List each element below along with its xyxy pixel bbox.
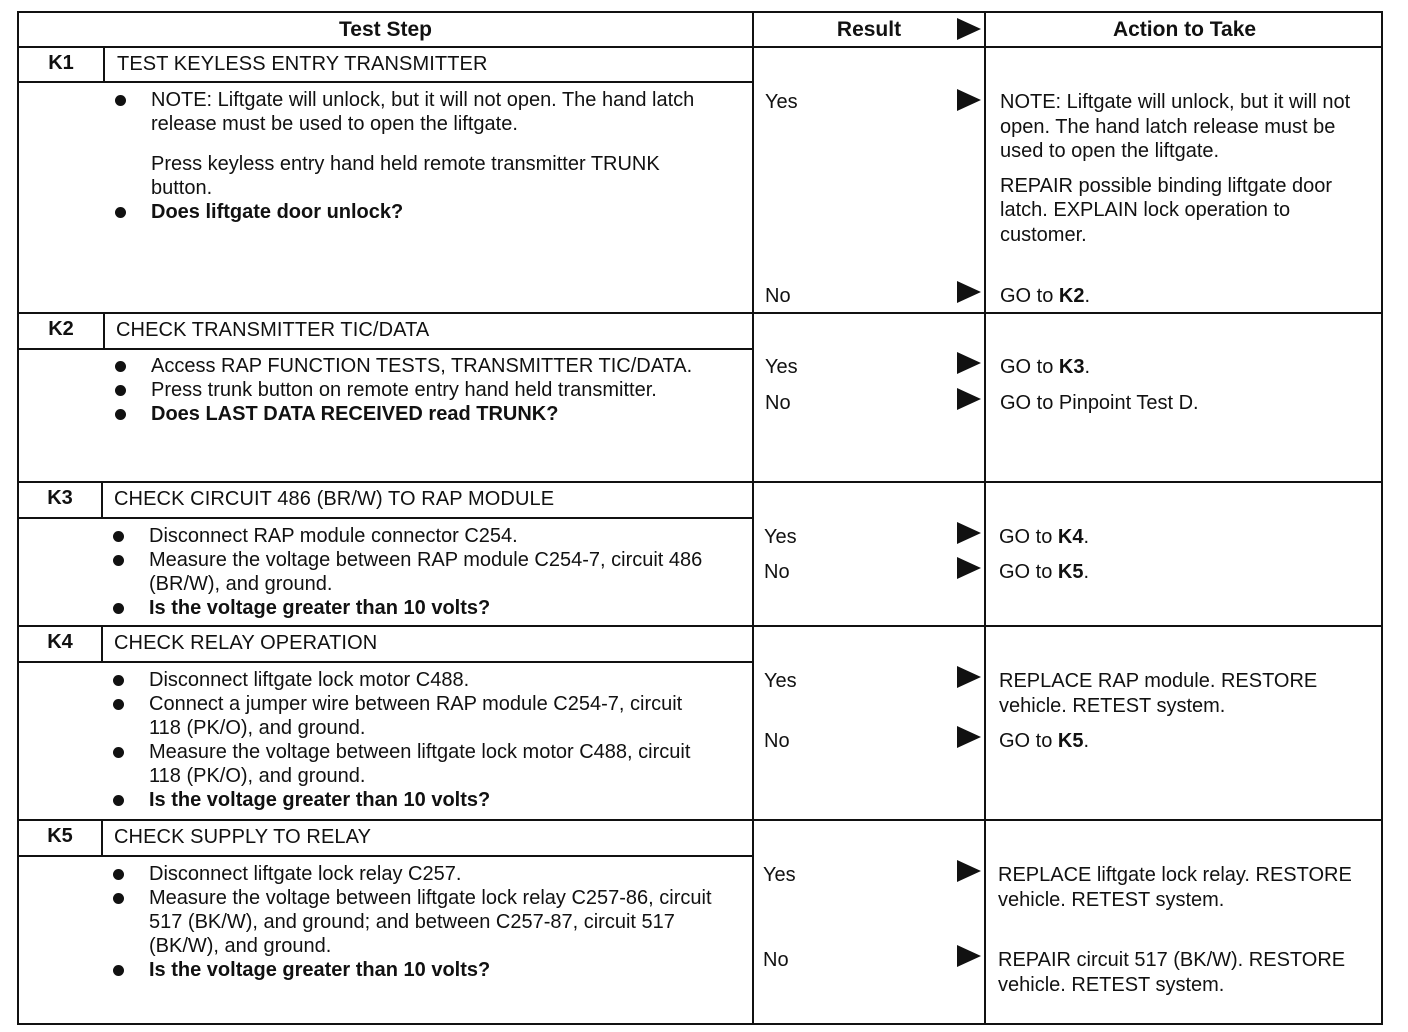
bullet-dot-icon [113,869,124,880]
bullet-dot-icon [113,531,124,542]
action-k4-yes: REPLACE RAP module. RESTORE vehicle. RETEST system. [999,670,1318,717]
action-text: . [1083,526,1090,548]
step-k2-question-item [115,402,695,426]
step-k4-bullet [113,740,713,788]
result-k5-no: No [763,949,789,971]
bullet-dot-icon [115,385,126,396]
step-k1-question-item [115,200,695,224]
result-k1-no-arrow-icon [957,281,981,303]
action-k1-yes-repair: REPAIR possible binding liftgate door latch. EXPLAIN lock operation to customer. [1000,174,1333,246]
step-title-k4: CHECK RELAY OPERATION [114,632,378,654]
goto-step-link[interactable]: K4 [1057,526,1084,548]
result-k5-yes-arrow-icon [957,860,981,882]
result-k3-no-arrow-icon [957,557,981,579]
goto-step-link[interactable]: K5 [1057,561,1084,583]
step-k5-question-item [113,958,733,982]
step-k1-note: NOTE: Liftgate will unlock, but it will not open. The hand latch release must be used to open the liftgate. [151,89,695,135]
goto-step-link[interactable]: K5 [1057,730,1084,752]
action-k4-no [999,729,1374,754]
spacer [1000,164,1375,174]
action-k1-no [1000,284,1375,309]
result-k3-no: No [764,561,790,583]
bullet-text: Disconnect liftgate lock motor C488. [149,669,470,691]
step-title-divider [19,348,752,350]
step-k5-bullet [113,886,733,958]
result-k5-yes: Yes [763,864,796,886]
action-k2-yes [1000,355,1375,380]
result-k4-no: No [764,730,790,752]
action-k3-yes [999,525,1374,550]
result-k2-no: No [765,392,791,414]
header-result-arrow-icon [957,18,981,40]
result-k1-no: No [765,285,791,307]
bullet-text: Disconnect RAP module connector C254. [149,525,518,547]
step-id-divider [101,821,103,855]
step-k3-question: Is the voltage greater than 10 volts? [149,597,491,619]
action-text: . [1083,730,1090,752]
step-k3-bullet [113,524,713,548]
step-id-k3: K3 [47,487,73,509]
result-k2-no-arrow-icon [957,388,981,410]
step-title-k5: CHECK SUPPLY TO RELAY [114,826,372,848]
step-k1-note-item [115,88,695,200]
header-divider [19,46,1383,48]
bullet-dot-icon [115,95,126,106]
step-k4-question-item [113,788,713,812]
step-title-k2: CHECK TRANSMITTER TIC/DATA [116,319,430,341]
result-k2-yes: Yes [765,356,798,378]
step-k1-question: Does liftgate door unlock? [151,201,404,223]
step-id-divider [101,627,103,661]
step-id-k5: K5 [47,825,73,847]
action-k1-yes [1000,90,1375,247]
bullet-dot-icon [113,747,124,758]
step-k3-question-item [113,596,713,620]
step-k3-bullet [113,548,713,596]
bullet-dot-icon [113,555,124,566]
step-title-k3: CHECK CIRCUIT 486 (BR/W) TO RAP MODULE [114,488,555,510]
step-k4-bullet [113,668,713,692]
goto-step-link[interactable]: K3 [1058,356,1085,378]
step-k5-question: Is the voltage greater than 10 volts? [149,959,491,981]
action-text: GO to [1000,356,1059,378]
action-k5-yes: REPLACE liftgate lock relay. RESTORE vehicle. RETEST system. [998,864,1352,911]
result-k3-yes: Yes [764,526,797,548]
bullet-text: Measure the voltage between liftgate lock relay C257-86, circuit 517 (BK/W), and ground; and between C257-87, circuit 517 (BK/W), and ground. [149,887,712,957]
bullet-dot-icon [113,675,124,686]
bullet-text: Measure the voltage between liftgate lock motor C488, circuit 118 (PK/O), and ground. [149,741,691,787]
step-id-k1: K1 [48,52,74,74]
header-test-step: Test Step [339,18,432,41]
header-result: Result [836,18,902,41]
bullet-dot-icon [115,361,126,372]
step-title-divider [19,855,752,857]
step-id-divider [101,483,103,517]
bullet-text: Connect a jumper wire between RAP module C254-7, circuit 118 (PK/O), and ground. [149,693,683,739]
step-title-divider [19,81,752,83]
action-text: GO to [999,526,1058,548]
action-text: GO to [999,730,1058,752]
result-k1-yes: Yes [765,91,798,113]
result-k4-yes-arrow-icon [957,666,981,688]
bullet-dot-icon [115,207,126,218]
result-k3-yes-arrow-icon [957,522,981,544]
step-k1-instruction: Press keyless entry hand held remote transmitter TRUNK button. [151,153,660,199]
step-id-divider [103,48,105,81]
bullet-text: Measure the voltage between RAP module C254-7, circuit 486 (BR/W), and ground. [149,549,703,595]
bullet-dot-icon [115,409,126,420]
row-divider [19,481,1383,483]
result-k4-yes: Yes [764,670,797,692]
step-k1-bullets [115,88,695,224]
row-divider [19,819,1383,821]
diagnostic-table [17,11,1383,1025]
row-divider [19,625,1383,627]
step-title-k1: TEST KEYLESS ENTRY TRANSMITTER [117,53,488,75]
action-text: . [1083,561,1090,583]
action-text: GO to [999,561,1058,583]
action-k3-no [999,560,1374,585]
step-k4-bullets [113,668,713,812]
step-title-divider [19,661,752,663]
action-text: . [1084,356,1091,378]
step-k5-bullets [113,862,733,982]
step-k2-bullet [115,378,695,402]
goto-step-link[interactable]: K2 [1058,285,1085,307]
step-k3-bullets [113,524,713,620]
bullet-text: Disconnect liftgate lock relay C257. [149,863,462,885]
step-title-divider [19,517,752,519]
step-k4-bullet [113,692,713,740]
bullet-dot-icon [113,699,124,710]
row-divider [19,312,1383,314]
step-id-k4: K4 [47,631,73,653]
step-k2-bullets [115,354,695,426]
column-divider-action [984,13,986,1025]
step-k2-question: Does LAST DATA RECEIVED read TRUNK? [151,403,559,425]
action-k2-no: GO to Pinpoint Test D. [1000,392,1199,414]
result-k1-yes-arrow-icon [957,89,981,111]
result-k4-no-arrow-icon [957,726,981,748]
column-divider-result [752,13,754,1025]
result-k2-yes-arrow-icon [957,352,981,374]
bullet-dot-icon [113,603,124,614]
header-action: Action to Take [1112,18,1257,41]
bullet-dot-icon [113,795,124,806]
step-id-divider [103,314,105,348]
result-k5-no-arrow-icon [957,945,981,967]
step-id-k2: K2 [48,318,74,340]
step-k4-question: Is the voltage greater than 10 volts? [149,789,491,811]
action-text: GO to [1000,285,1059,307]
bullet-text: Access RAP FUNCTION TESTS, TRANSMITTER TIC/DATA. [151,355,693,377]
bullet-text: Press trunk button on remote entry hand held transmitter. [151,379,657,401]
step-k5-bullet [113,862,733,886]
action-k5-no: REPAIR circuit 517 (BK/W). RESTORE vehicle. RETEST system. [998,949,1346,996]
bullet-dot-icon [113,965,124,976]
action-text: . [1084,285,1091,307]
bullet-dot-icon [113,893,124,904]
step-k2-bullet [115,354,695,378]
action-k1-yes-note: NOTE: Liftgate will unlock, but it will not open. The hand latch release must be used to open the liftgate. [1000,91,1351,162]
